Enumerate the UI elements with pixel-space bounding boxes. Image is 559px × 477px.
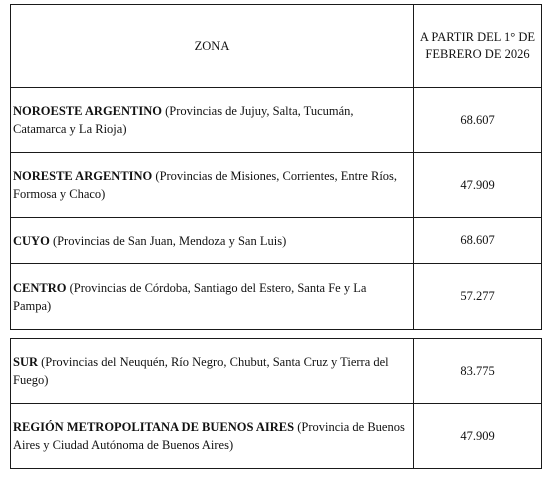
region-detail: (Provincias de Misiones, Corrientes, Entre Ríos, Formosa y Chaco) <box>13 169 398 201</box>
table-row <box>10 87 542 153</box>
zone-header-label: ZONA <box>194 39 230 53</box>
table-header-row <box>10 4 542 88</box>
region-name: NOROESTE ARGENTINO <box>13 104 162 118</box>
region-name: REGIÓN METROPOLITANA DE BUENOS AIRES <box>13 420 295 434</box>
region-value: 68.607 <box>460 233 495 247</box>
table-row <box>10 152 542 218</box>
region-value: 57.277 <box>460 289 495 303</box>
region-detail: (Provincia de Buenos Aires y Ciudad Autónoma de Buenos Aires) <box>13 420 405 452</box>
region-name: CENTRO <box>13 280 67 295</box>
zone-cell <box>11 404 414 468</box>
zone-column-header <box>11 5 414 87</box>
zone-cell <box>11 153 414 217</box>
region-name: SUR <box>13 355 39 369</box>
table-row <box>10 217 542 264</box>
region-detail: (Provincias de San Juan, Mendoza y San Luis) <box>49 233 287 248</box>
value-cell <box>414 264 541 329</box>
value-cell <box>414 153 541 217</box>
date-header-label: A PARTIR DEL 1° DE FEBRERO DE 2026 <box>419 30 536 61</box>
region-name: CUYO <box>13 233 50 248</box>
region-value: 47.909 <box>460 177 495 192</box>
zone-cell <box>11 264 414 329</box>
region-value: 68.607 <box>460 112 495 127</box>
zone-cell <box>11 339 414 403</box>
region-value: 47.909 <box>460 428 495 443</box>
value-cell <box>414 218 541 263</box>
region-detail: (Provincias de Jujuy, Salta, Tucumán, Catamarca y La Rioja) <box>13 104 354 136</box>
value-cell <box>414 88 541 152</box>
zone-cell <box>11 218 414 263</box>
region-detail: (Provincias del Neuquén, Río Negro, Chubut, Santa Cruz y Tierra del Fuego) <box>13 355 389 387</box>
region-detail: (Provincias de Córdoba, Santiago del Estero, Santa Fe y La Pampa) <box>13 280 367 313</box>
region-name: NORESTE ARGENTINO <box>13 169 153 183</box>
table-row <box>10 263 542 330</box>
date-column-header <box>414 5 541 87</box>
value-cell <box>414 339 541 403</box>
value-cell <box>414 404 541 468</box>
region-value: 83.775 <box>460 363 495 378</box>
zone-cell <box>11 88 414 152</box>
table-row <box>10 338 542 404</box>
table-row <box>10 403 542 469</box>
